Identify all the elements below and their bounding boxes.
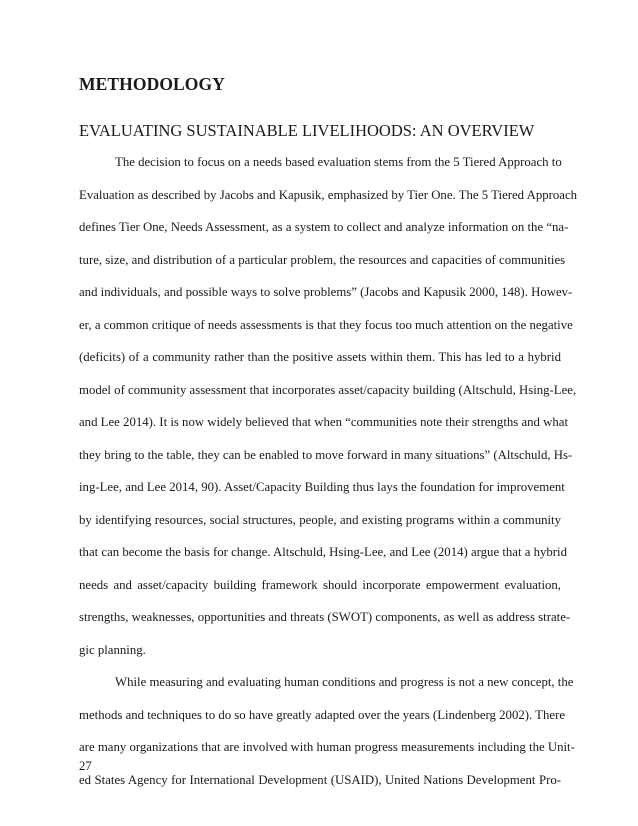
text-line: that can become the basis for change. Altschuld, Hsing-Lee, and Lee (2014) argue that a hybrid <box>79 545 568 559</box>
text-line: model of community assessment that incorporates asset/capacity building (Altschuld, Hsing-Lee, <box>79 382 577 397</box>
body-text <box>79 146 578 796</box>
text-line: defines Tier One, Needs Assessment, as a system to collect and analyze information on the “na- <box>79 220 569 234</box>
text-line: they bring to the table, they can be enabled to move forward in many situations” (Altschuld, Hs- <box>79 447 573 462</box>
text-line: and individuals, and possible ways to solve problems” (Jacobs and Kapusik 2000, 148). Howev- <box>79 285 573 299</box>
text-line: ed States Agency for International Development (USAID), United Nations Development Pro- <box>79 772 561 787</box>
section-heading: METHODOLOGY <box>79 74 225 94</box>
section-subheading: EVALUATING SUSTAINABLE LIVELIHOODS: AN OVERVIEW <box>79 121 535 140</box>
text-line: by identifying resources, social structures, people, and existing programs within a community <box>79 512 561 527</box>
text-line: are many organizations that are involved with human progress measurements including the Unit- <box>79 740 575 754</box>
text-line: strengths, weaknesses, opportunities and threats (SWOT) components, as well as address strate- <box>79 610 571 624</box>
text-line: Evaluation as described by Jacobs and Kapusik, emphasized by Tier One. The 5 Tiered Approach <box>79 187 578 202</box>
text-line: The decision to focus on a needs based evaluation stems from the 5 Tiered Approach to <box>115 155 562 169</box>
text-line: and Lee 2014). It is now widely believed that when “communities note their strengths and what <box>79 415 568 429</box>
text-line: ing-Lee, and Lee 2014, 90). Asset/Capacity Building thus lays the foundation for improvement <box>79 480 565 494</box>
text-line: (deficits) of a community rather than the positive assets within them. This has led to a hybrid <box>79 350 561 364</box>
text-line: needs and asset/capacity building framework should incorporate empowerment evaluation, <box>79 577 561 592</box>
text-line: er, a common critique of needs assessments is that they focus too much attention on the negative <box>79 317 573 332</box>
text-line: While measuring and evaluating human conditions and progress is not a new concept, the <box>115 675 574 689</box>
text-line: methods and techniques to do so have greatly adapted over the years (Lindenberg 2002). There <box>79 707 566 722</box>
page-number: 27 <box>79 759 92 773</box>
text-line: ture, size, and distribution of a particular problem, the resources and capacities of communities <box>79 252 566 267</box>
text-line: gic planning. <box>79 642 146 657</box>
